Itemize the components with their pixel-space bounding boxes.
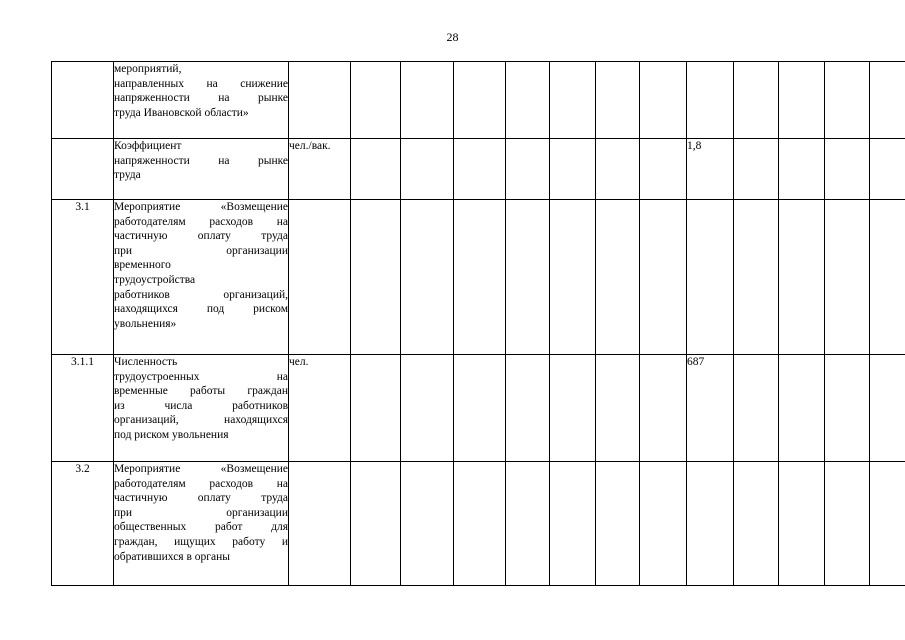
empty-cell	[596, 200, 640, 355]
empty-cell	[351, 200, 401, 355]
empty-cell	[351, 62, 401, 139]
empty-cell	[550, 462, 596, 586]
indicator-name-line: Мероприятие «Возмещение	[114, 463, 288, 475]
empty-cell	[870, 462, 905, 586]
table-row	[52, 462, 905, 586]
empty-cell	[596, 462, 640, 586]
indicator-name	[114, 462, 289, 586]
empty-cell	[550, 139, 596, 200]
table-row	[52, 139, 905, 200]
empty-cell	[640, 62, 687, 139]
unit-cell: чел./вак.	[289, 139, 351, 200]
empty-cell	[506, 139, 550, 200]
unit-cell: чел.	[289, 355, 351, 462]
empty-cell	[734, 62, 779, 139]
empty-cell	[870, 139, 905, 200]
row-number: 3.1.1	[52, 355, 114, 462]
row-number	[52, 62, 114, 139]
indicator-name-line: трудоустройства	[114, 273, 196, 286]
unit-cell	[289, 62, 351, 139]
empty-cell	[640, 355, 687, 462]
indicator-name-line: направленных на снижение	[114, 77, 288, 90]
empty-cell	[401, 355, 454, 462]
empty-cell	[640, 139, 687, 200]
indicator-name-line: находящихся под риском	[114, 303, 288, 316]
empty-cell	[506, 200, 550, 355]
empty-cell	[454, 62, 506, 139]
indicator-name-line: общественных работ для	[114, 521, 288, 534]
table-row	[52, 355, 905, 462]
empty-cell	[825, 139, 870, 200]
indicator-name-line: мероприятий,	[114, 63, 182, 75]
empty-cell	[870, 200, 905, 355]
empty-cell	[734, 139, 779, 200]
empty-cell	[779, 139, 825, 200]
indicator-name	[114, 62, 289, 139]
unit-cell	[289, 200, 351, 355]
indicator-name-line: обратившихся в органы	[114, 550, 230, 563]
empty-cell	[825, 62, 870, 139]
empty-cell	[734, 355, 779, 462]
indicator-name-line: временного	[114, 259, 171, 272]
table-row	[52, 200, 905, 355]
indicator-name-line: работодателям расходов на	[114, 477, 288, 490]
empty-cell	[351, 462, 401, 586]
value-cell: 687	[687, 355, 734, 462]
indicator-name-line: напряженности на рынке	[114, 154, 288, 167]
indicator-name-line: организаций, находящихся	[114, 414, 288, 427]
value-cell	[687, 200, 734, 355]
empty-cell	[825, 200, 870, 355]
indicator-name-line: граждан, ищущих работу и	[114, 535, 288, 548]
indicator-name-line: частичную оплату труда	[114, 230, 288, 243]
indicator-name	[114, 139, 289, 200]
empty-cell	[779, 355, 825, 462]
empty-cell	[825, 355, 870, 462]
empty-cell	[351, 139, 401, 200]
empty-cell	[401, 200, 454, 355]
indicator-table	[51, 61, 905, 586]
indicator-name-line: трудоустроенных на	[114, 370, 288, 383]
empty-cell	[454, 200, 506, 355]
indicator-name-line: при организации	[114, 244, 288, 257]
value-cell	[687, 62, 734, 139]
empty-cell	[401, 62, 454, 139]
empty-cell	[506, 62, 550, 139]
empty-cell	[825, 462, 870, 586]
empty-cell	[454, 462, 506, 586]
indicator-name-line: под риском увольнения	[114, 428, 229, 441]
unit-cell	[289, 462, 351, 586]
indicator-name-line: Мероприятие «Возмещение	[114, 201, 288, 213]
empty-cell	[779, 62, 825, 139]
empty-cell	[734, 200, 779, 355]
empty-cell	[596, 139, 640, 200]
row-number	[52, 139, 114, 200]
empty-cell	[640, 462, 687, 586]
empty-cell	[779, 200, 825, 355]
indicator-name-line: труда	[114, 169, 141, 182]
indicator-name-line: из числа работников	[114, 399, 288, 412]
empty-cell	[779, 462, 825, 586]
empty-cell	[870, 62, 905, 139]
empty-cell	[596, 355, 640, 462]
indicator-name-line: частичную оплату труда	[114, 492, 288, 505]
value-cell: 1,8	[687, 139, 734, 200]
indicator-name-line: напряженности на рынке	[114, 92, 288, 105]
empty-cell	[870, 355, 905, 462]
value-cell	[687, 462, 734, 586]
empty-cell	[550, 355, 596, 462]
indicator-name-line: временные работы граждан	[114, 385, 288, 398]
empty-cell	[550, 200, 596, 355]
indicator-name	[114, 355, 289, 462]
indicator-name-line: при организации	[114, 506, 288, 519]
indicator-name-line: увольнения»	[114, 317, 177, 330]
empty-cell	[401, 462, 454, 586]
page-number: 28	[446, 30, 459, 44]
row-number: 3.2	[52, 462, 114, 586]
table-row	[52, 62, 905, 139]
row-number: 3.1	[52, 200, 114, 355]
empty-cell	[640, 200, 687, 355]
indicator-name-line: Численность	[114, 356, 178, 368]
empty-cell	[454, 355, 506, 462]
indicator-name-line: труда Ивановской области»	[114, 106, 249, 119]
empty-cell	[506, 355, 550, 462]
empty-cell	[351, 355, 401, 462]
indicator-name-line: работников организаций,	[114, 288, 288, 301]
empty-cell	[596, 62, 640, 139]
empty-cell	[506, 462, 550, 586]
empty-cell	[550, 62, 596, 139]
indicator-name-line: Коэффициент	[114, 140, 182, 152]
empty-cell	[401, 139, 454, 200]
indicator-name	[114, 200, 289, 355]
empty-cell	[454, 139, 506, 200]
indicator-name-line: работодателям расходов на	[114, 215, 288, 228]
empty-cell	[734, 462, 779, 586]
